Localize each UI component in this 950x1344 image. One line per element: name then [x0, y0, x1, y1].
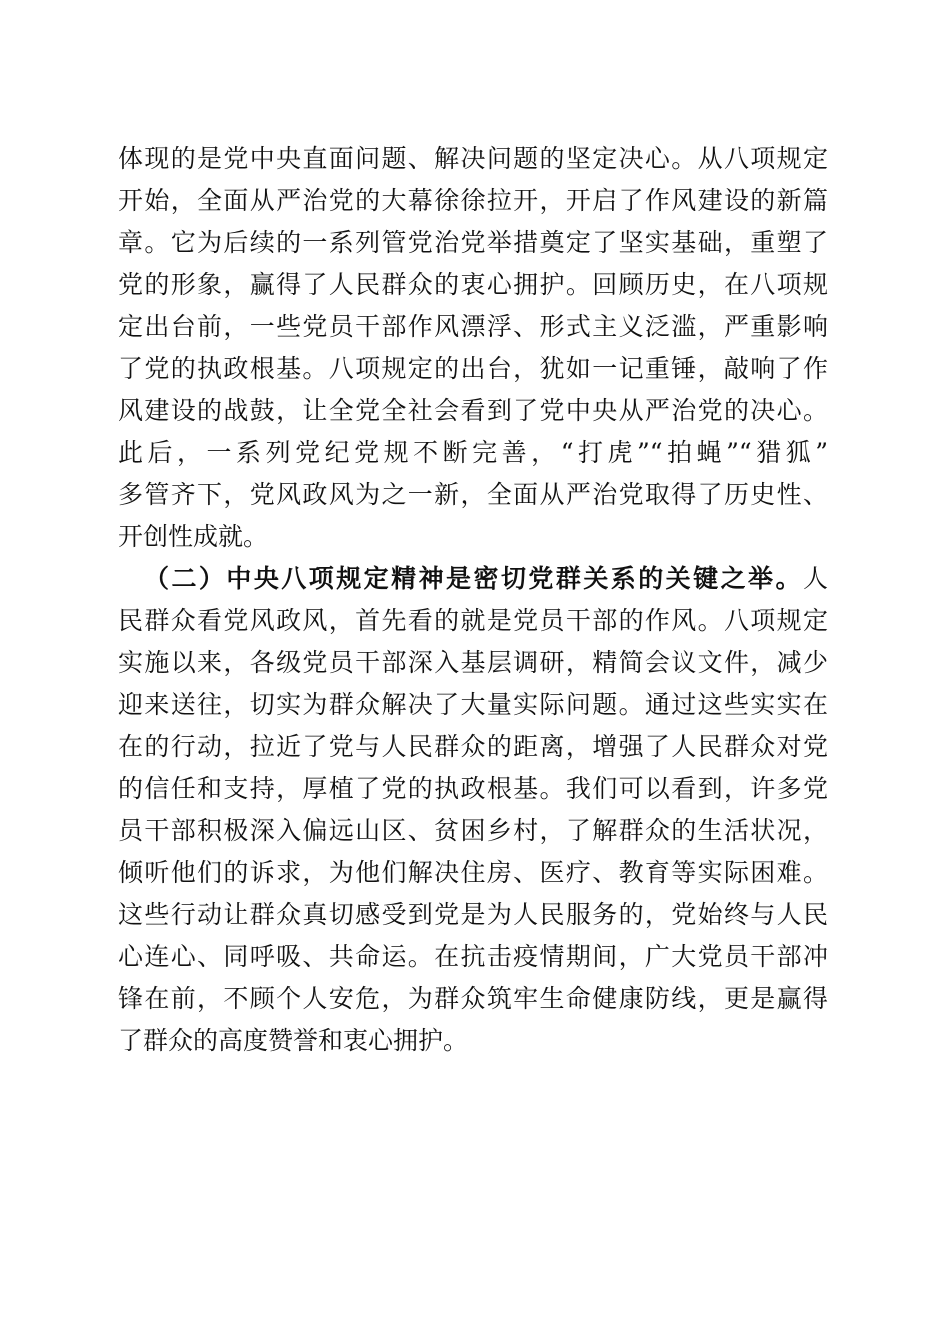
text-line: 员干部积极深入偏远山区、贫困乡村，了解群众的生活状况，: [118, 816, 828, 845]
text-line: 了群众的高度赞誉和衷心拥护。: [118, 1026, 469, 1055]
text-line: 的信任和支持，厚植了党的执政根基。我们可以看到，许多党: [118, 774, 828, 803]
text-line: 章。它为后续的一系列管党治党举措奠定了坚实基础，重塑了: [118, 228, 828, 257]
text-line: 党的形象，赢得了人民群众的衷心拥护。回顾历史，在八项规: [118, 270, 828, 299]
paragraph-2-first-line: [118, 558, 828, 600]
text-line: 风建设的战鼓，让全党全社会看到了党中央从严治党的决心。: [118, 396, 828, 425]
paragraph-2: [118, 558, 828, 1062]
text-line: 民群众看党风政风，首先看的就是党员干部的作风。八项规定: [118, 606, 828, 635]
text-line: 多管齐下，党风政风为之一新，全面从严治党取得了历史性、: [118, 480, 828, 509]
text-line: 倾听他们的诉求，为他们解决住房、医疗、教育等实际困难。: [118, 858, 828, 887]
text-line: 开始，全面从严治党的大幕徐徐拉开，开启了作风建设的新篇: [118, 186, 828, 215]
text-line: 了党的执政根基。八项规定的出台，犹如一记重锤，敲响了作: [118, 354, 828, 383]
text-line: 迎来送往，切实为群众解决了大量实际问题。通过这些实实在: [118, 690, 828, 719]
paragraph-1: [118, 138, 828, 558]
section-heading: （二）中央八项规定精神是密切党群关系的关键之举。: [144, 564, 803, 593]
text-line: 这些行动让群众真切感受到党是为人民服务的，党始终与人民: [118, 900, 828, 929]
document-body: [118, 138, 828, 1062]
text-line: 体现的是党中央直面问题、解决问题的坚定决心。从八项规定: [118, 144, 828, 173]
heading-trailing-text: 人: [802, 564, 828, 593]
text-line: 开创性成就。: [118, 522, 269, 551]
text-line: 实施以来，各级党员干部深入基层调研，精简会议文件，减少: [118, 648, 828, 677]
text-line: 定出台前，一些党员干部作风漂浮、形式主义泛滥，严重影响: [118, 312, 828, 341]
text-line: 在的行动，拉近了党与人民群众的距离，增强了人民群众对党: [118, 732, 828, 761]
text-line: 此后，一系列党纪党规不断完善，“打虎”“拍蝇”“猎狐”: [118, 438, 828, 467]
text-line: 心连心、同呼吸、共命运。在抗击疫情期间，广大党员干部冲: [118, 942, 828, 971]
text-line: 锋在前，不顾个人安危，为群众筑牢生命健康防线，更是赢得: [118, 984, 828, 1013]
